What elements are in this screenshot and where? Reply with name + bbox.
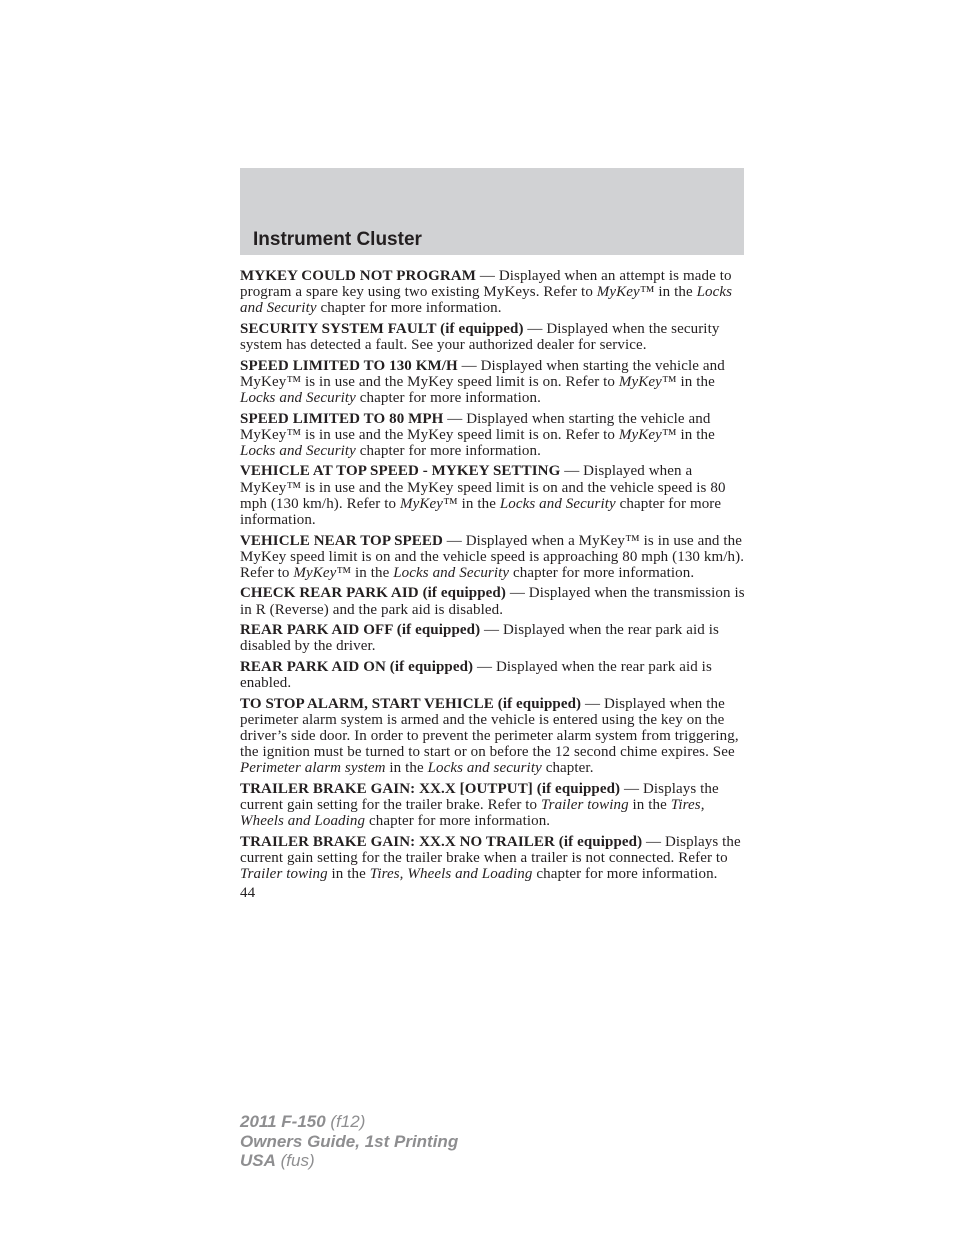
message-description: chapter for more information.: [365, 813, 551, 830]
message-term: TRAILER BRAKE GAIN: XX.X NO TRAILER (if equipped): [240, 833, 643, 850]
document-footer: [240, 1112, 458, 1171]
message-term: CHECK REAR PARK AID (if equipped): [240, 585, 506, 602]
message-entry: [240, 781, 746, 830]
message-term: REAR PARK AID ON (if equipped): [240, 658, 474, 675]
cross-reference: Trailer towing: [541, 797, 629, 814]
message-entries: [240, 268, 746, 882]
message-description: — Displayed when the perimeter alarm system is armed and the vehicle is entered using the key on the driver’s side door. In order to prevent the perimeter alarm system from triggering, the ignition must be turned to start or on before the 12 second chime expires. See: [240, 695, 739, 761]
cross-reference: MyKey: [293, 564, 337, 581]
section-title: Instrument Cluster: [253, 229, 422, 250]
cross-reference: Trailer towing: [240, 866, 328, 883]
footer-market: USA: [240, 1151, 276, 1170]
message-entry: [240, 321, 746, 353]
message-term: VEHICLE AT TOP SPEED - MYKEY SETTING: [240, 463, 561, 480]
cross-reference: Locks and Security: [499, 495, 616, 512]
message-description: — Displays the current gain setting for the trailer brake. Refer to: [240, 780, 719, 814]
message-entry: [240, 659, 746, 691]
message-term: MYKEY COULD NOT PROGRAM: [240, 268, 477, 284]
message-entry: [240, 622, 746, 654]
cross-reference: Locks and security: [427, 760, 542, 777]
message-entry: [240, 268, 746, 317]
page-number: 44: [240, 884, 256, 901]
cross-reference: Locks and Security: [240, 442, 356, 459]
message-term: SECURITY SYSTEM FAULT (if equipped): [240, 320, 524, 337]
footer-line-model: [240, 1112, 458, 1132]
message-description: — Displayed when a MyKey™ is in use and the MyKey speed limit is on and the vehicle speed is 80 mph (130 km/h). Refer to: [240, 463, 726, 512]
message-term: TO STOP ALARM, START VEHICLE (if equipped): [240, 695, 582, 712]
message-entry: [240, 585, 746, 617]
cross-reference: MyKey: [618, 373, 662, 390]
cross-reference: Locks and Security: [393, 564, 510, 581]
footer-line-market: [240, 1151, 458, 1171]
message-description: — Displayed when the security system has detected a fault. See your authorized dealer for service.: [240, 320, 720, 354]
message-description: chapter.: [541, 760, 594, 777]
message-description: chapter for more information.: [316, 300, 502, 317]
message-term: SPEED LIMITED TO 80 MPH: [240, 410, 444, 427]
message-entry: [240, 533, 746, 582]
message-list: [240, 268, 746, 901]
message-description: in the: [385, 760, 428, 777]
message-entry: [240, 411, 746, 460]
message-description: — Displayed when the rear park aid is enabled.: [240, 658, 712, 692]
message-description: chapter for more information.: [509, 564, 695, 581]
message-description: chapter for more information.: [355, 390, 541, 407]
message-description: — Displayed when an attempt is made to program a spare key using two existing MyKeys. Refer to: [240, 268, 732, 301]
footer-edition: Owners Guide, 1st Printing: [240, 1131, 459, 1151]
section-header-band: [240, 168, 744, 255]
message-description: — Displayed when the rear park aid is disabled by the driver.: [240, 622, 719, 655]
cross-reference: MyKey: [618, 426, 662, 443]
message-description: ™ in the: [639, 284, 697, 301]
message-description: — Displayed when the transmission is in R (Reverse) and the park aid is disabled.: [240, 585, 745, 618]
message-description: — Displayed when a MyKey™ is in use and the MyKey speed limit is on and the vehicle speed is approaching 80 mph (130 km/h). Refer to: [240, 532, 745, 581]
footer-market-code: (fus): [275, 1151, 315, 1170]
cross-reference: Locks and Security: [240, 390, 356, 407]
message-term: SPEED LIMITED TO 130 KM/H: [240, 357, 458, 374]
message-description: chapter for more information.: [532, 866, 718, 883]
message-description: chapter for more information.: [240, 495, 722, 529]
cross-reference: Locks and Security: [240, 284, 733, 317]
message-term: VEHICLE NEAR TOP SPEED: [240, 532, 443, 549]
message-description: ™ in the: [442, 495, 500, 512]
message-entry: [240, 463, 746, 528]
footer-model-code: (f12): [325, 1112, 366, 1131]
message-entry: [240, 696, 746, 777]
cross-reference: MyKey: [596, 284, 640, 301]
message-description: — Displayed when starting the vehicle and MyKey™ is in use and the MyKey speed limit is on. Refer to: [240, 410, 711, 443]
cross-reference: Tires, Wheels and Loading: [240, 797, 705, 830]
message-description: in the: [327, 866, 370, 883]
message-description: — Displays the current gain setting for the trailer brake when a trailer is not connected. Refer to: [240, 833, 741, 866]
cross-reference: Tires, Wheels and Loading: [369, 866, 533, 883]
message-description: chapter for more information.: [355, 442, 541, 459]
message-description: in the: [628, 797, 671, 814]
message-description: ™ in the: [661, 426, 715, 443]
message-term: TRAILER BRAKE GAIN: XX.X [OUTPUT] (if equipped): [240, 780, 621, 797]
cross-reference: Perimeter alarm system: [240, 760, 386, 777]
message-entry: [240, 834, 746, 883]
message-description: — Displayed when starting the vehicle and MyKey™ is in use and the MyKey speed limit is on. Refer to: [240, 357, 725, 390]
message-term: REAR PARK AID OFF (if equipped): [240, 622, 481, 639]
message-description: ™ in the: [336, 564, 394, 581]
message-entry: [240, 358, 746, 407]
cross-reference: MyKey: [399, 495, 443, 512]
message-description: ™ in the: [661, 373, 715, 390]
footer-model: 2011 F-150: [240, 1112, 326, 1131]
